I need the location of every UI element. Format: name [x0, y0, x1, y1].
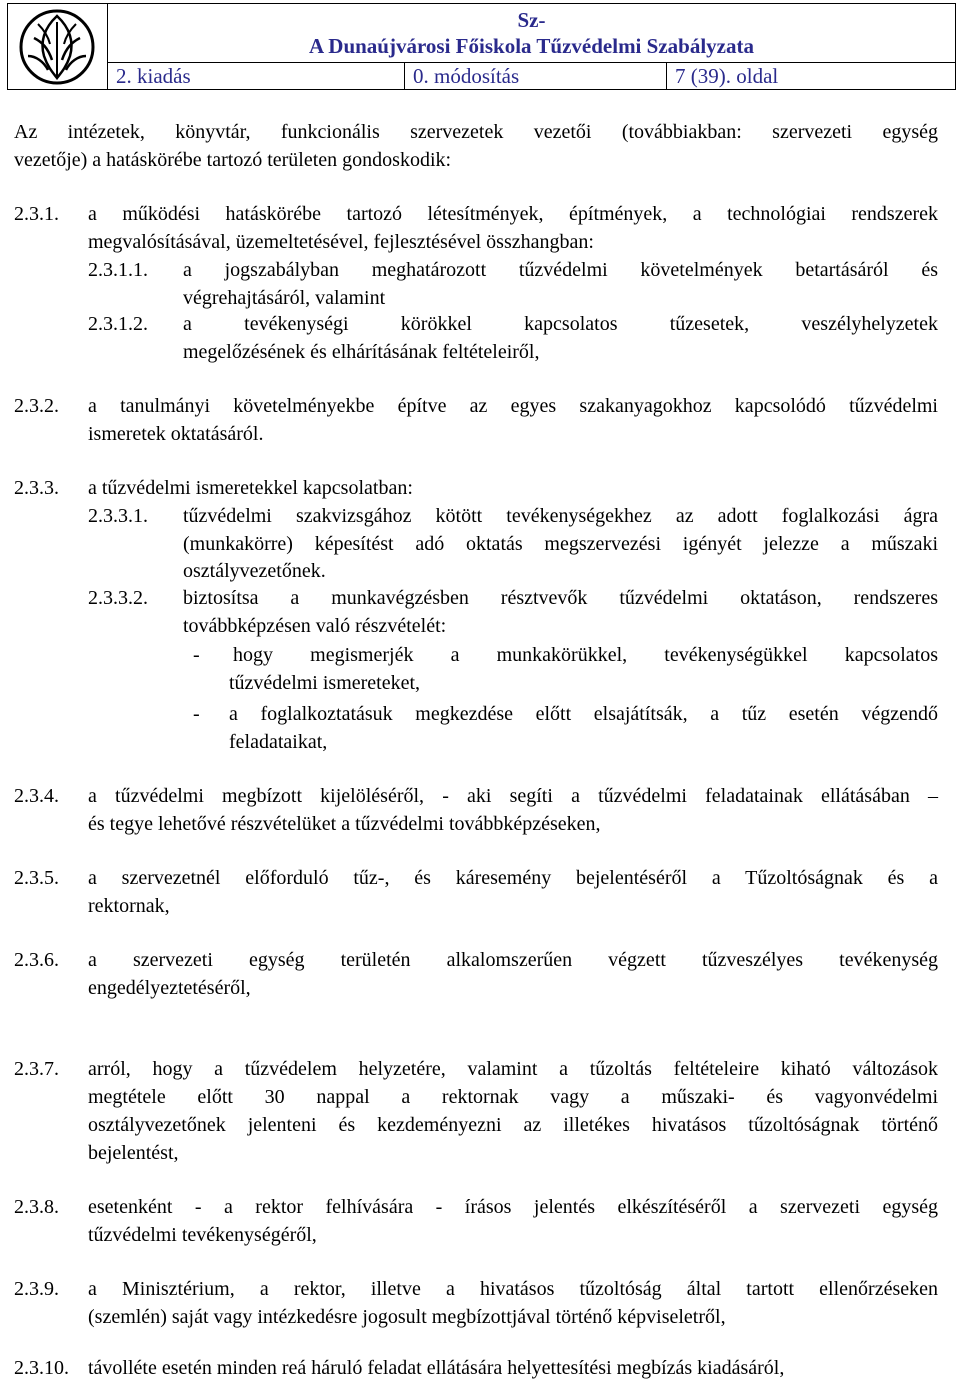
item-text: tűzvédelmi szakvizsgához kötött tevékenységekhez az adott foglalkozási ágra [183, 505, 938, 527]
item-text: és tegye lehetővé részvételüket a tűzvédelmi továbbképzéseken, [88, 813, 601, 835]
item-number: 2.3.5. [14, 867, 59, 889]
item-text: a Minisztérium, a rektor, illetve a hivatásos tűzoltóság által tartott ellenőrzéseken [88, 1278, 938, 1300]
item-text: végrehajtásáról, valamint [183, 287, 386, 309]
item-text: biztosítsa a munkavégzésben résztvevők tűzvédelmi oktatáson, rendszeres [183, 587, 938, 609]
item-text: a tanulmányi követelményekbe építve az egyes szakanyagokhoz kapcsolódó tűzvédelmi [88, 395, 938, 417]
header-title-line2: A Dunaújvárosi Főiskola Tűzvédelmi Szabályzata [309, 34, 754, 58]
bullet-dash: - [193, 644, 200, 666]
item-number: 2.3.6. [14, 949, 59, 971]
bullet-text: a foglalkoztatásuk megkezdése előtt elsajátítsák, a tűz esetén végzendő [229, 703, 938, 725]
item-text: osztályvezetőnek jelenteni és kezdeményezni az illetékes hivatásos tűzoltóságnak történő [88, 1114, 938, 1136]
item-text: továbbképzésen való részvételét: [183, 615, 447, 637]
item-text: a szervezeti egység területén alkalomszerűen végzett tűzveszélyes tevékenység [88, 949, 938, 971]
bullet-dash: - [193, 703, 200, 725]
item-number: 2.3.4. [14, 785, 59, 807]
item-text: rektornak, [88, 895, 170, 917]
item-number: 2.3.7. [14, 1058, 59, 1080]
logo-cell [8, 4, 108, 90]
college-logo-icon [14, 8, 100, 86]
item-text: arról, hogy a tűzvédelem helyzetére, valamint a tűzoltás feltételeire kiható változások [88, 1058, 938, 1080]
item-number: 2.3.10. [14, 1357, 69, 1379]
document-header [7, 3, 956, 90]
item-number: 2.3.1.1. [88, 259, 148, 281]
item-text: engedélyeztetéséről, [88, 977, 251, 999]
header-meta-row [108, 62, 955, 90]
item-number: 2.3.1.2. [88, 313, 148, 335]
header-title-line1: Sz- [517, 8, 546, 32]
item-number: 2.3.1. [14, 203, 59, 225]
intro-line2: vezetője) a hatáskörébe tartozó területen gondoskodik: [14, 149, 452, 171]
item-number: 2.3.3.2. [88, 587, 148, 609]
bullet-text: feladataikat, [229, 731, 328, 753]
intro-line1: Az intézetek, könyvtár, funkcionális szervezetek vezetői (továbbiakban: szervezeti egység [14, 121, 938, 143]
item-text: távolléte esetén minden reá háruló feladat ellátására helyettesítési megbízás kiadásáról, [88, 1357, 785, 1379]
item-text: tűzvédelmi tevékenységéről, [88, 1224, 317, 1246]
page-number: 7 (39). oldal [675, 64, 779, 88]
item-text: ismeretek oktatásáról. [88, 423, 264, 445]
edition-label: 2. kiadás [108, 63, 405, 90]
item-text: esetenként - a rektor felhívására - írásos jelentés elkészítéséről a szervezeti egység [88, 1196, 938, 1218]
item-number: 2.3.8. [14, 1196, 59, 1218]
item-text: a működési hatáskörébe tartozó létesítmények, építmények, a technológiai rendszerek [88, 203, 938, 225]
bullet-text: tűzvédelmi ismereteket, [229, 672, 421, 694]
item-text: a szervezetnél előforduló tűz-, és káresemény bejelentéséről a Tűzoltóságnak és a [88, 867, 938, 889]
item-text: megvalósításával, üzemeltetésével, fejlesztésével összhangban: [88, 231, 594, 253]
modification-label: 0. módosítás [405, 63, 667, 90]
item-text: a jogszabályban meghatározott tűzvédelmi követelmények betartásáról és [183, 259, 938, 281]
item-number: 2.3.3. [14, 477, 59, 499]
bullet-text: hogy megismerjék a munkakörükkel, tevékenységükkel kapcsolatos [233, 644, 938, 666]
item-text: bejelentést, [88, 1142, 179, 1164]
item-text: osztályvezetőnek. [183, 560, 326, 582]
item-text: (munkakörre) képesítést adó oktatás megszervezési igényét jelezze a műszaki [183, 533, 938, 555]
item-text: a tűzvédelmi ismeretekkel kapcsolatban: [88, 477, 413, 499]
item-number: 2.3.3.1. [88, 505, 148, 527]
item-text: a tűzvédelmi megbízott kijelöléséről, - aki segíti a tűzvédelmi feladatainak ellátásában – [88, 785, 938, 807]
item-text: (szemlén) saját vagy intézkedésre jogosult megbízottjával történő képviseletről, [88, 1306, 726, 1328]
item-text: a tevékenységi körökkel kapcsolatos tűzesetek, veszélyhelyzetek [183, 313, 938, 335]
item-text: megelőzésének és elhárításának feltételeiről, [183, 341, 540, 363]
header-title-area [108, 4, 955, 62]
item-number: 2.3.2. [14, 395, 59, 417]
item-number: 2.3.9. [14, 1278, 59, 1300]
item-text: megtétele előtt 30 nappal a rektornak vagy a műszaki- és vagyonvédelmi [88, 1086, 938, 1108]
